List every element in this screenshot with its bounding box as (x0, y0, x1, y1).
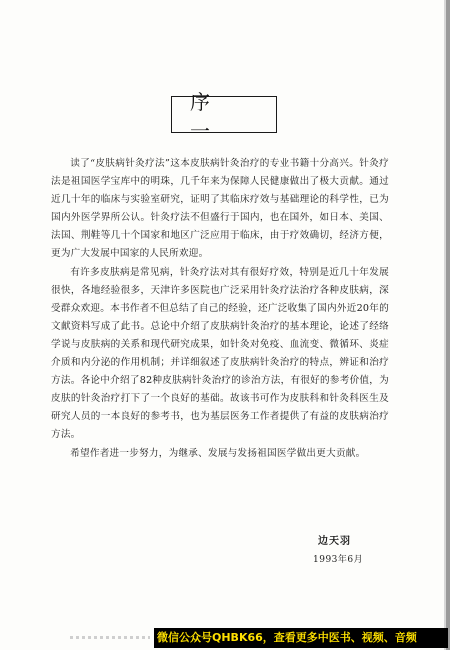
footer-faint-text (70, 636, 150, 639)
preface-title-box (171, 89, 277, 143)
preface-date: 1993年6月 (313, 555, 364, 565)
watermark-banner: 微信公众号QHBK66，查看更多中医书、视频、音频 (154, 628, 448, 648)
paragraph-3: 希望作者进一步努力，为继承、发展与发扬祖国医学做出更大贡献。 (70, 447, 366, 459)
preface-body (51, 155, 389, 463)
paragraph-2: 有许多皮肤病是常见病，针灸疗法对其有很好疗效，特别是近几十年发展很快，各地经验很多，天津许多医院也广泛采用针灸疗法治疗各种皮肤病，深受群众欢迎。本书作者不但总结了自己的经验，还广泛收集了国内外近20年的文献资料写成了此书。总论中介绍了皮肤病针灸治疗的基本理论，论述了经络学说与皮肤病的关系和现代研究成果，如针灸对免疫、血流变、微循环、炎症介质和内分泌的作用机制；并详细叙述了皮肤病针灸治疗的特点，辨证和治疗方法。各论中介绍了82种皮肤病针灸治疗的诊治方法，有很好的参考价值，为皮肤的针灸治疗打下了一个良好的基础。故该书可作为皮肤科和针灸科医生及研究人员的一本良好的参考书，也为基层医务工作者提供了有益的皮肤病治疗方法。 (51, 266, 389, 441)
page-edge (446, 0, 450, 650)
preface-title: 序 一 (190, 89, 228, 143)
author-signature: 边天羽 (318, 536, 351, 547)
paragraph-1: 读了“皮肤病针灸疗法”这本皮肤病针灸治疗的专业书籍十分高兴。针灸疗法是祖国医学宝库中的明珠，几千年来为保障人民健康做出了极大贡献。通过近几十年的临床与实验室研究，证明了其临床疗效与基础理论的科学性，已为国内外医学界所公认。针灸疗法不但盛行于国内，也在国外，如日本、美国、法国、荆鞋等几十个国家和地区广泛应用于临床，由于疗效确切，经济方便，更为广大发展中国家的人民所欢迎。 (51, 158, 389, 260)
